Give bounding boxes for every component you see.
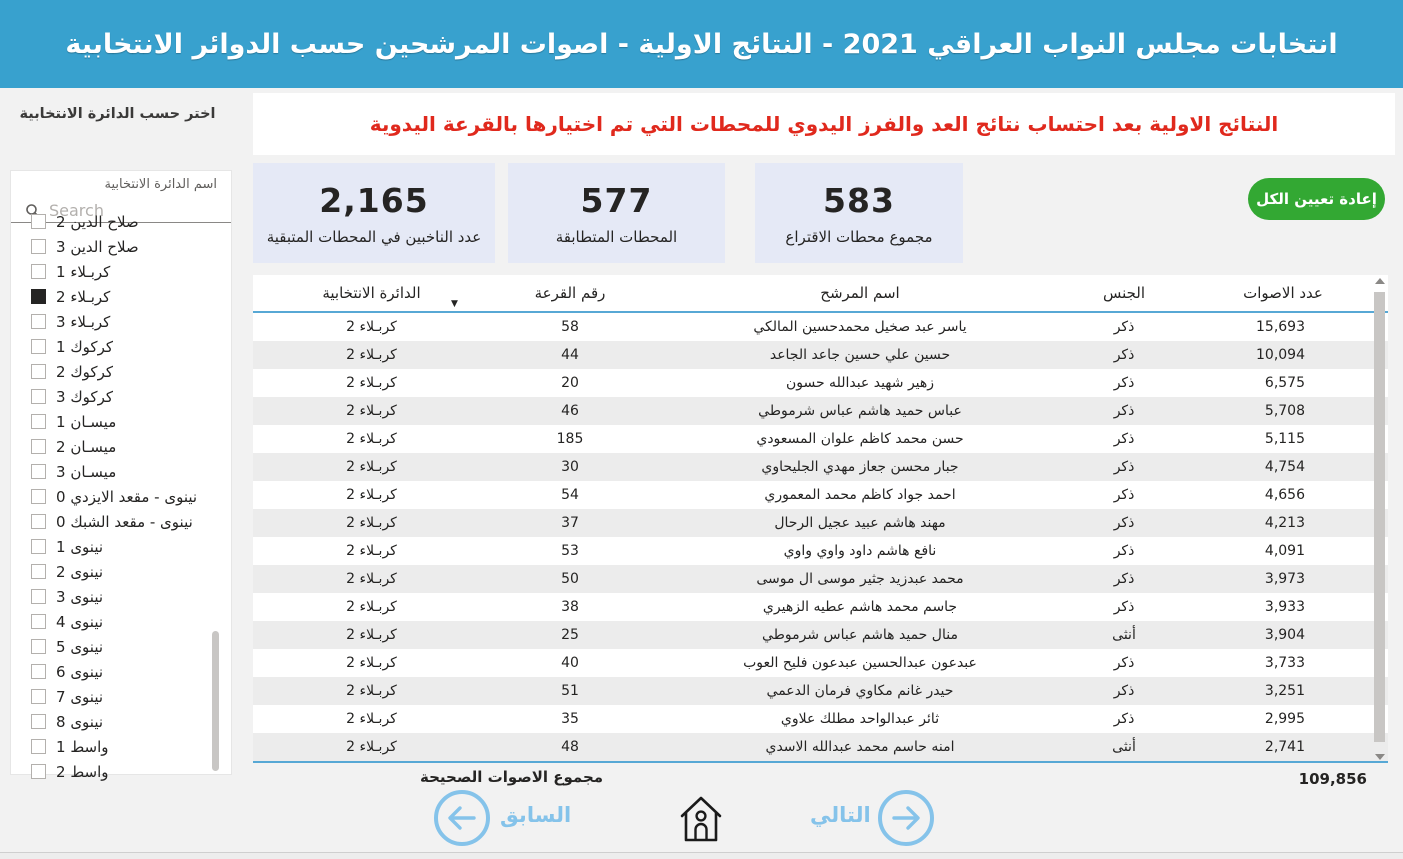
- card-total-value: 583: [823, 180, 895, 220]
- cell-district: كربـلاء 2: [346, 459, 397, 475]
- table-row[interactable]: [253, 733, 1388, 761]
- cell-gender: ذكر: [1113, 375, 1135, 391]
- column-header-district[interactable]: الدائرة الانتخابية: [322, 284, 421, 302]
- card-remaining-voters: [253, 163, 495, 263]
- table-row[interactable]: [253, 425, 1388, 453]
- district-item-label: نينوى 5: [56, 637, 104, 656]
- cell-district: كربـلاء 2: [346, 431, 397, 447]
- cell-district: كربـلاء 2: [346, 571, 397, 587]
- checkbox-unchecked[interactable]: [31, 739, 46, 754]
- table-row[interactable]: [253, 537, 1388, 565]
- table-row[interactable]: [253, 481, 1388, 509]
- cell-district: كربـلاء 2: [346, 403, 397, 419]
- cell-lottery-number: 46: [561, 403, 579, 419]
- district-item[interactable]: [11, 509, 231, 534]
- cell-lottery-number: 40: [561, 655, 579, 671]
- table-row[interactable]: [253, 621, 1388, 649]
- checkbox-unchecked[interactable]: [31, 414, 46, 429]
- district-item-label: كركوك 3: [56, 387, 113, 406]
- district-item-label: نينوى 8: [56, 712, 104, 731]
- column-header-votes[interactable]: عدد الاصوات: [1243, 284, 1323, 302]
- cell-lottery-number: 53: [561, 543, 579, 559]
- left-arrow-icon: [444, 800, 480, 836]
- previous-page-button[interactable]: [434, 790, 490, 846]
- card-matched-value: 577: [580, 180, 653, 220]
- district-item[interactable]: [11, 734, 231, 759]
- district-item-label: واسط 2: [56, 762, 109, 781]
- cell-lottery-number: 30: [561, 459, 579, 475]
- cell-candidate-name: جبار محسن جعاز مهدي الجليحاوي: [761, 459, 959, 475]
- district-item-label: كربـلاء 3: [56, 312, 111, 331]
- cell-gender: ذكر: [1113, 543, 1135, 559]
- cell-votes: 2,995: [1264, 711, 1305, 727]
- cell-lottery-number: 54: [561, 487, 579, 503]
- app-title-banner: [0, 0, 1403, 88]
- district-item[interactable]: [11, 659, 231, 684]
- district-item[interactable]: [11, 259, 231, 284]
- district-item[interactable]: [11, 534, 231, 559]
- table-row[interactable]: [253, 649, 1388, 677]
- checkbox-unchecked[interactable]: [31, 514, 46, 529]
- cell-candidate-name: منال حميد هاشم عباس شرموطي: [762, 627, 958, 643]
- cell-candidate-name: جاسم محمد هاشم عطيه الزهيري: [762, 599, 958, 615]
- next-page-button[interactable]: [878, 790, 934, 846]
- cell-gender: ذكر: [1113, 319, 1135, 335]
- district-item-label: نينوى 2: [56, 562, 104, 581]
- cell-gender: ذكر: [1113, 459, 1135, 475]
- cell-district: كربـلاء 2: [346, 711, 397, 727]
- cell-district: كربـلاء 2: [346, 515, 397, 531]
- checkbox-unchecked[interactable]: [31, 689, 46, 704]
- cell-gender: ذكر: [1113, 403, 1135, 419]
- scroll-up-icon[interactable]: [1375, 278, 1385, 284]
- district-item-label: نينوى - مقعد الشبك 0: [56, 512, 193, 531]
- district-item[interactable]: [11, 434, 231, 459]
- cell-district: كربـلاء 2: [346, 655, 397, 671]
- cell-district: كربـلاء 2: [346, 683, 397, 699]
- total-votes-label: مجموع الاصوات الصحيحة: [420, 768, 604, 786]
- cell-votes: 3,904: [1264, 627, 1305, 643]
- cell-votes: 4,091: [1264, 543, 1305, 559]
- checkbox-unchecked[interactable]: [31, 439, 46, 454]
- district-item[interactable]: [11, 234, 231, 259]
- cell-votes: 5,115: [1264, 431, 1305, 447]
- district-item[interactable]: [11, 484, 231, 509]
- district-item[interactable]: [11, 609, 231, 634]
- cell-lottery-number: 51: [561, 683, 579, 699]
- district-item[interactable]: [11, 709, 231, 734]
- cell-candidate-name: نافع هاشم داود واوي واوي: [783, 543, 937, 559]
- subtitle-text: النتائج الاولية بعد احتساب نتائج العد والفرز اليدوي للمحطات التي تم اختيارها بالقرعة اليدوية: [369, 112, 1279, 136]
- district-item[interactable]: [11, 384, 231, 409]
- table-row[interactable]: [253, 369, 1388, 397]
- district-item-label: نينوى 1: [56, 537, 104, 556]
- table-row[interactable]: [253, 341, 1388, 369]
- cell-votes: 6,575: [1264, 375, 1305, 391]
- cell-gender: ذكر: [1113, 431, 1135, 447]
- cell-candidate-name: ياسر عبد صخيل محمدحسين المالكي: [753, 319, 967, 335]
- table-row[interactable]: [253, 397, 1388, 425]
- right-arrow-icon: [888, 800, 924, 836]
- district-item[interactable]: [11, 309, 231, 334]
- cell-votes: 5,708: [1264, 403, 1305, 419]
- cell-votes: 15,693: [1256, 319, 1305, 335]
- column-header-lottery[interactable]: رقم القرعة: [534, 284, 606, 302]
- sort-desc-icon[interactable]: ▼: [451, 299, 458, 309]
- card-remaining-value: 2,165: [319, 180, 429, 220]
- checkbox-unchecked[interactable]: [31, 564, 46, 579]
- district-item-label: ميسـان 1: [56, 412, 117, 431]
- total-votes-value: 109,856: [1298, 770, 1367, 788]
- cell-candidate-name: عبدعون عبدالحسين عبدعون فليح العوب: [743, 655, 977, 671]
- cell-gender: ذكر: [1113, 347, 1135, 363]
- table-row[interactable]: [253, 593, 1388, 621]
- checkbox-checked[interactable]: [31, 289, 46, 304]
- cell-district: كربـلاء 2: [346, 487, 397, 503]
- district-list: [11, 212, 231, 781]
- district-item-label: نينوى - مقعد الايزدي 0: [56, 487, 198, 506]
- home-button[interactable]: [676, 792, 726, 846]
- district-item[interactable]: [11, 634, 231, 659]
- district-slicer: [10, 170, 232, 781]
- table-header-row: [253, 275, 1388, 313]
- cell-gender: ذكر: [1113, 683, 1135, 699]
- cell-votes: 2,741: [1264, 739, 1305, 755]
- checkbox-unchecked[interactable]: [31, 389, 46, 404]
- cell-candidate-name: حيدر غانم مكاوي فرمان الدعمي: [766, 683, 954, 699]
- checkbox-unchecked[interactable]: [31, 614, 46, 629]
- cell-votes: 3,251: [1264, 683, 1305, 699]
- cell-candidate-name: حسين علي حسين جاعد الجاعد: [769, 347, 951, 363]
- checkbox-unchecked[interactable]: [31, 489, 46, 504]
- cell-gender: ذكر: [1113, 599, 1135, 615]
- cell-lottery-number: 58: [561, 319, 579, 335]
- district-item-label: كركوك 1: [56, 337, 113, 356]
- district-item-label: صلاح الدين 3: [56, 237, 139, 256]
- district-item[interactable]: [11, 209, 231, 234]
- cell-gender: أنثى: [1112, 627, 1136, 643]
- sidebar-title: اختر حسب الدائرة الانتخابية: [19, 106, 216, 122]
- cell-votes: 3,733: [1264, 655, 1305, 671]
- sidebar-scrollbar-thumb[interactable]: [212, 631, 219, 771]
- cell-candidate-name: حسن محمد كاظم علوان المسعودي: [756, 431, 964, 447]
- district-item[interactable]: [11, 334, 231, 359]
- checkbox-unchecked[interactable]: [31, 214, 46, 229]
- district-filter-sidebar: [0, 88, 240, 859]
- cell-district: كربـلاء 2: [346, 319, 397, 335]
- cell-gender: ذكر: [1113, 655, 1135, 671]
- checkbox-unchecked[interactable]: [31, 589, 46, 604]
- district-item[interactable]: [11, 559, 231, 584]
- cell-district: كربـلاء 2: [346, 739, 397, 755]
- card-matched-label: المحطات المتطابقة: [555, 227, 678, 246]
- cell-votes: 3,973: [1264, 571, 1305, 587]
- cell-gender: ذكر: [1113, 571, 1135, 587]
- table-body: [253, 313, 1388, 761]
- slicer-header: اسم الدائرة الانتخابية: [104, 177, 217, 192]
- district-item-label: كربـلاء 1: [56, 262, 111, 281]
- checkbox-unchecked[interactable]: [31, 714, 46, 729]
- district-item-label: كركوك 2: [56, 362, 113, 381]
- results-table: [253, 275, 1388, 763]
- cell-candidate-name: مهند هاشم عبيد عجيل الرحال: [774, 515, 946, 531]
- home-icon: [676, 792, 726, 846]
- column-header-gender[interactable]: الجنس: [1102, 284, 1146, 302]
- district-item-label: ميسـان 2: [56, 437, 117, 456]
- table-row[interactable]: [253, 313, 1388, 341]
- checkbox-unchecked[interactable]: [31, 264, 46, 279]
- district-item[interactable]: [11, 284, 231, 309]
- page-title: انتخابات مجلس النواب العراقي 2021 - النتائج الاولية - اصوات المرشحين حسب الدوائر الانتخابية: [65, 28, 1338, 60]
- table-row[interactable]: [253, 565, 1388, 593]
- district-item[interactable]: [11, 409, 231, 434]
- cell-votes: 10,094: [1256, 347, 1305, 363]
- cell-lottery-number: 25: [561, 627, 579, 643]
- cell-candidate-name: محمد عبدزيد جثير موسى ال موسى: [756, 571, 964, 587]
- district-item-label: كربـلاء 2: [56, 287, 111, 306]
- district-item-label: نينوى 3: [56, 587, 104, 606]
- district-item[interactable]: [11, 459, 231, 484]
- cell-lottery-number: 38: [561, 599, 579, 615]
- district-item-label: نينوى 6: [56, 662, 104, 681]
- cell-lottery-number: 37: [561, 515, 579, 531]
- cell-candidate-name: احمد جواد كاظم محمد المعموري: [764, 487, 956, 503]
- scroll-down-icon[interactable]: [1375, 754, 1385, 760]
- cell-lottery-number: 44: [561, 347, 579, 363]
- card-matched-stations: [508, 163, 725, 263]
- cell-lottery-number: 185: [556, 431, 584, 447]
- cell-gender: ذكر: [1113, 487, 1135, 503]
- district-item[interactable]: [11, 684, 231, 709]
- cell-district: كربـلاء 2: [346, 599, 397, 615]
- checkbox-unchecked[interactable]: [31, 639, 46, 654]
- card-total-label: مجموع محطات الاقتراع: [785, 227, 933, 246]
- cell-candidate-name: زهير شهيد عبدالله حسون: [785, 375, 935, 391]
- card-total-stations: [755, 163, 963, 263]
- district-item[interactable]: [11, 759, 231, 784]
- cell-lottery-number: 50: [561, 571, 579, 587]
- subtitle-box: [253, 93, 1395, 155]
- cell-votes: 4,754: [1264, 459, 1305, 475]
- column-header-name[interactable]: اسم المرشح: [820, 284, 900, 302]
- table-row[interactable]: [253, 677, 1388, 705]
- checkbox-unchecked[interactable]: [31, 364, 46, 379]
- card-remaining-label: عدد الناخبين في المحطات المتبقية: [266, 227, 482, 246]
- cell-votes: 3,933: [1264, 599, 1305, 615]
- cell-district: كربـلاء 2: [346, 543, 397, 559]
- checkbox-unchecked[interactable]: [31, 539, 46, 554]
- district-item-label: ميسـان 3: [56, 462, 117, 481]
- table-row[interactable]: [253, 509, 1388, 537]
- table-scrollbar[interactable]: [1373, 278, 1387, 776]
- table-scrollbar-thumb[interactable]: [1374, 292, 1385, 742]
- previous-page-label[interactable]: السابق: [500, 803, 572, 827]
- cell-gender: ذكر: [1113, 711, 1135, 727]
- checkbox-unchecked[interactable]: [31, 664, 46, 679]
- table-row[interactable]: [253, 705, 1388, 733]
- cell-candidate-name: ثائر عبدالواحد مطلك علاوي: [780, 711, 940, 727]
- cell-gender: ذكر: [1113, 515, 1135, 531]
- district-item-label: واسط 1: [56, 737, 109, 756]
- district-item-label: صلاح الدين 2: [56, 212, 139, 231]
- checkbox-unchecked[interactable]: [31, 764, 46, 779]
- checkbox-unchecked[interactable]: [31, 339, 46, 354]
- cell-district: كربـلاء 2: [346, 375, 397, 391]
- cell-district: كربـلاء 2: [346, 347, 397, 363]
- table-row[interactable]: [253, 453, 1388, 481]
- district-item[interactable]: [11, 359, 231, 384]
- cell-lottery-number: 48: [561, 739, 579, 755]
- cell-district: كربـلاء 2: [346, 627, 397, 643]
- cell-votes: 4,656: [1264, 487, 1305, 503]
- checkbox-unchecked[interactable]: [31, 464, 46, 479]
- cell-gender: أنثى: [1112, 739, 1136, 755]
- cell-lottery-number: 35: [561, 711, 579, 727]
- cell-candidate-name: امنه حاسم محمد عبدالله الاسدي: [765, 739, 955, 755]
- checkbox-unchecked[interactable]: [31, 314, 46, 329]
- footer-strip: [0, 852, 1403, 859]
- district-item-label: نينوى 7: [56, 687, 104, 706]
- checkbox-unchecked[interactable]: [31, 239, 46, 254]
- cell-votes: 4,213: [1264, 515, 1305, 531]
- next-page-label[interactable]: التالي: [810, 803, 871, 827]
- cell-lottery-number: 20: [561, 375, 579, 391]
- district-item[interactable]: [11, 584, 231, 609]
- reset-all-button[interactable]: إعادة تعيين الكل: [1248, 178, 1385, 220]
- cell-candidate-name: عباس حميد هاشم عباس شرموطي: [758, 403, 962, 419]
- district-item-label: نينوى 4: [56, 612, 104, 631]
